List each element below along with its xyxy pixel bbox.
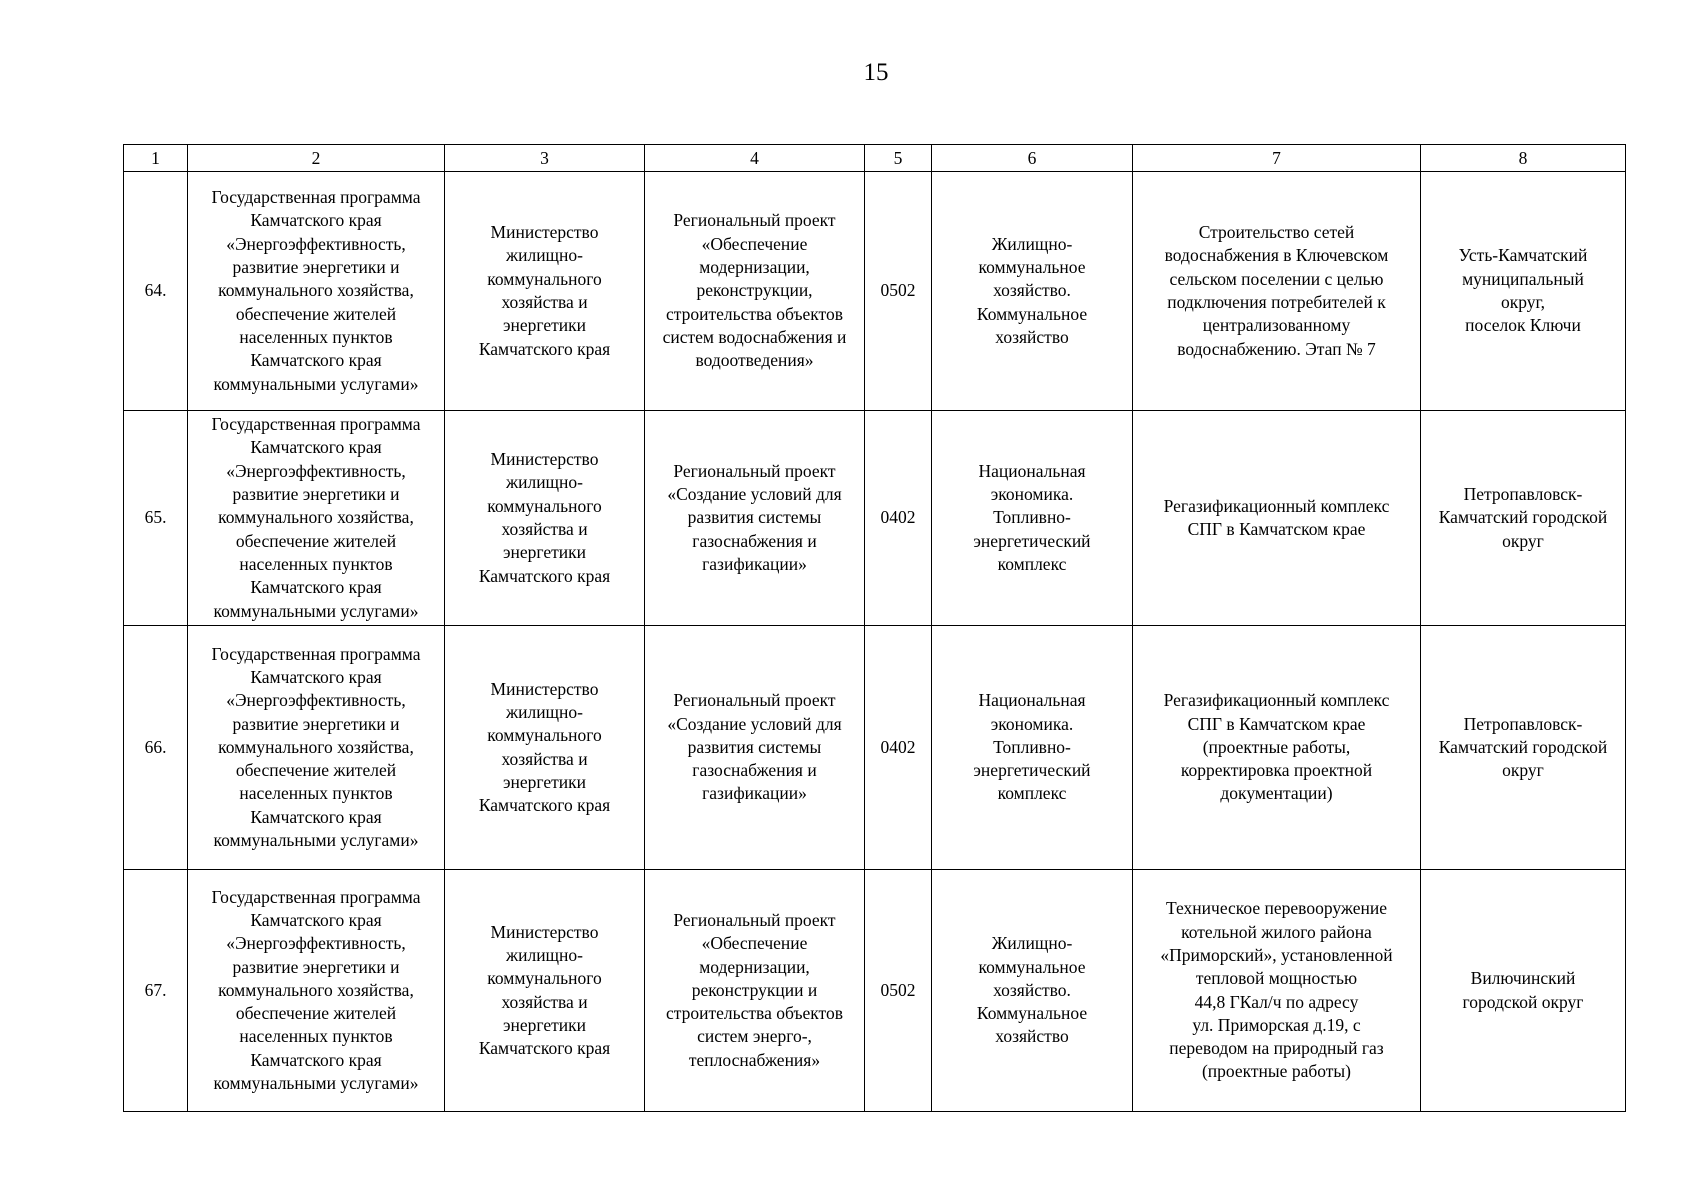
- cell-line: коммунального: [487, 968, 602, 989]
- cell-line: энергетики: [503, 771, 586, 792]
- column-number: 7: [1133, 145, 1421, 172]
- table-row: [124, 172, 1626, 411]
- cell-line: хозяйство: [995, 326, 1069, 347]
- cell-line: Камчатского края: [478, 338, 611, 359]
- cell-line: развитие энергетики и: [232, 956, 400, 977]
- ministry-cell: [445, 172, 645, 411]
- ministry-cell: [445, 626, 645, 870]
- section-cell: [932, 411, 1133, 626]
- cell-line: жилищно-: [506, 245, 583, 266]
- cell-line: коммунальными услугами»: [213, 373, 419, 394]
- cell-line: поселок Ключи: [1465, 315, 1581, 336]
- column-number-row: [124, 145, 1626, 172]
- cell-line: энергетический: [973, 530, 1091, 551]
- program-cell: [188, 626, 445, 870]
- cell-line: населенных пунктов: [239, 326, 393, 347]
- cell-line: Камчатского края: [250, 577, 382, 598]
- cell-line: ул. Приморская д.19, с: [1192, 1014, 1361, 1035]
- cell-line: «Энергоэффективность,: [226, 690, 406, 711]
- cell-line: Жилищно-: [991, 933, 1073, 954]
- cell-line: Петропавловск-: [1463, 713, 1583, 734]
- cell-line: водоснабжению. Этап № 7: [1177, 338, 1376, 359]
- cell-line: Камчатского края: [250, 350, 382, 371]
- object-cell: [1133, 411, 1421, 626]
- cell-line: хозяйства и: [501, 748, 588, 769]
- column-number: 1: [124, 145, 188, 172]
- cell-line: реконструкции,: [696, 280, 813, 301]
- cell-line: газоснабжения и: [692, 760, 817, 781]
- program-cell: [188, 411, 445, 626]
- cell-line: коммунальное: [978, 257, 1086, 278]
- cell-line: развития системы: [687, 736, 822, 757]
- cell-line: газификации»: [702, 553, 807, 574]
- code-cell: 0502: [865, 870, 932, 1112]
- cell-line: «Энергоэффективность,: [226, 460, 406, 481]
- section-cell: [932, 626, 1133, 870]
- cell-line: Камчатского края: [250, 1049, 382, 1070]
- project-cell: [645, 870, 865, 1112]
- cell-line: строительства объектов: [666, 303, 843, 324]
- cell-line: хозяйства и: [501, 991, 588, 1012]
- cell-line: обеспечение жителей: [235, 760, 397, 781]
- cell-line: «Обеспечение: [701, 233, 808, 254]
- ministry-cell: [445, 411, 645, 626]
- cell-line: коммунального: [487, 495, 602, 516]
- cell-line: Жилищно-: [991, 233, 1073, 254]
- cell-line: коммунальными услугами»: [213, 600, 419, 621]
- cell-line: Государственная программа: [211, 643, 421, 664]
- cell-line: комплекс: [997, 553, 1067, 574]
- project-cell: [645, 626, 865, 870]
- column-number: 2: [188, 145, 445, 172]
- cell-line: энергетики: [503, 315, 586, 336]
- cell-line: энергетики: [503, 1014, 586, 1035]
- cell-line: обеспечение жителей: [235, 1003, 397, 1024]
- cell-line: Камчатский городской: [1438, 507, 1608, 528]
- cell-line: коммунальное: [978, 956, 1086, 977]
- cell-line: развитие энергетики и: [232, 713, 400, 734]
- location-cell: [1421, 870, 1626, 1112]
- cell-line: водоотведения»: [695, 350, 814, 371]
- ministry-cell: [445, 870, 645, 1112]
- cell-line: хозяйства и: [501, 519, 588, 539]
- cell-line: Камчатского края: [250, 909, 382, 930]
- cell-line: развитие энергетики и: [232, 257, 400, 278]
- cell-line: Камчатского края: [250, 210, 382, 231]
- cell-line: Национальная: [978, 690, 1086, 711]
- cell-line: хозяйства и: [501, 292, 588, 312]
- project-cell: [645, 411, 865, 626]
- table-row: [124, 870, 1626, 1112]
- cell-line: (проектные работы): [1201, 1061, 1352, 1082]
- cell-line: Камчатского края: [478, 795, 611, 816]
- object-cell: [1133, 870, 1421, 1112]
- cell-line: Министерство: [490, 449, 599, 470]
- cell-line: Техническое перевооружение: [1166, 898, 1387, 919]
- cell-line: населенных пунктов: [239, 1026, 393, 1047]
- cell-line: коммунального хозяйства,: [218, 507, 414, 528]
- cell-line: Петропавловск-: [1463, 484, 1583, 505]
- column-number: 5: [865, 145, 932, 172]
- cell-line: «Создание условий для: [667, 484, 842, 505]
- cell-line: Национальная: [978, 460, 1086, 481]
- cell-line: коммунального хозяйства,: [218, 736, 414, 757]
- cell-line: округ: [1502, 760, 1544, 781]
- cell-line: Министерство: [490, 222, 599, 243]
- cell-line: муниципальный: [1462, 268, 1584, 289]
- cell-line: строительства объектов: [666, 1003, 843, 1024]
- cell-line: энергетический: [973, 760, 1091, 781]
- cell-line: обеспечение жителей: [235, 303, 397, 324]
- page-number: 15: [863, 59, 889, 86]
- cell-line: Строительство сетей: [1198, 222, 1355, 243]
- cell-line: Региональный проект: [673, 460, 836, 481]
- cell-line: округ,: [1500, 292, 1546, 312]
- section-cell: [932, 870, 1133, 1112]
- location-cell: [1421, 626, 1626, 870]
- cell-line: экономика.: [990, 713, 1074, 734]
- cell-line: округ: [1502, 530, 1544, 551]
- cell-line: «Энергоэффективность,: [226, 233, 406, 254]
- cell-line: Камчатский городской: [1438, 736, 1608, 757]
- cell-line: тепловой мощностью: [1195, 968, 1358, 989]
- cell-line: Камчатского края: [478, 1038, 611, 1059]
- cell-line: Регазификационный комплекс: [1163, 495, 1390, 516]
- column-number: 6: [932, 145, 1133, 172]
- cell-line: городской округ: [1462, 991, 1584, 1012]
- cell-line: переводом на природный газ: [1169, 1038, 1384, 1059]
- cell-line: Камчатского края: [250, 437, 382, 458]
- location-cell: [1421, 172, 1626, 411]
- cell-line: централизованному: [1202, 315, 1351, 336]
- row-number-cell: 67.: [124, 870, 188, 1112]
- cell-line: Министерство: [490, 678, 599, 699]
- cell-line: Коммунальное: [976, 1003, 1088, 1024]
- code-cell: 0402: [865, 411, 932, 626]
- cell-line: развитие энергетики и: [232, 484, 400, 505]
- cell-line: населенных пунктов: [239, 783, 393, 804]
- cell-line: систем энерго-,: [697, 1026, 812, 1047]
- cell-line: Топливно-: [993, 507, 1071, 528]
- cell-line: коммунального: [487, 725, 602, 746]
- code-cell: 0502: [865, 172, 932, 411]
- cell-line: коммунального хозяйства,: [218, 280, 414, 301]
- object-cell: [1133, 626, 1421, 870]
- cell-line: Топливно-: [993, 736, 1071, 757]
- cell-line: хозяйство.: [993, 280, 1071, 301]
- column-number: 3: [445, 145, 645, 172]
- cell-line: коммунального: [487, 268, 602, 289]
- cell-line: Региональный проект: [673, 690, 836, 711]
- row-number-cell: 66.: [124, 626, 188, 870]
- cell-line: «Создание условий для: [667, 713, 842, 734]
- cell-line: населенных пунктов: [239, 553, 393, 574]
- cell-line: СПГ в Камчатском крае: [1187, 713, 1366, 734]
- cell-line: газоснабжения и: [692, 530, 817, 551]
- cell-line: коммунальными услугами»: [213, 830, 419, 851]
- cell-line: Государственная программа: [211, 187, 421, 208]
- row-number-cell: 65.: [124, 411, 188, 626]
- cell-line: жилищно-: [506, 701, 583, 722]
- section-cell: [932, 172, 1133, 411]
- cell-line: Камчатского края: [250, 806, 382, 827]
- cell-line: энергетики: [503, 542, 586, 563]
- row-number-cell: 64.: [124, 172, 188, 411]
- cell-line: экономика.: [990, 484, 1074, 505]
- table-row: [124, 626, 1626, 870]
- cell-line: жилищно-: [506, 472, 583, 493]
- cell-line: обеспечение жителей: [235, 530, 397, 551]
- project-cell: [645, 172, 865, 411]
- cell-line: Министерство: [490, 921, 599, 942]
- column-number: 8: [1421, 145, 1626, 172]
- cell-line: коммунального хозяйства,: [218, 979, 414, 1000]
- cell-line: систем водоснабжения и: [662, 326, 847, 347]
- cell-line: водоснабжения в Ключевском: [1164, 245, 1389, 266]
- object-cell: [1133, 172, 1421, 411]
- cell-line: жилищно-: [506, 944, 583, 965]
- cell-line: подключения потребителей к: [1167, 292, 1386, 312]
- cell-line: Регазификационный комплекс: [1163, 690, 1390, 711]
- cell-line: документации): [1220, 783, 1333, 804]
- cell-line: Коммунальное: [976, 303, 1088, 324]
- cell-line: сельском поселении с целью: [1169, 268, 1384, 289]
- cell-line: Усть-Камчатский: [1458, 245, 1588, 266]
- cell-line: хозяйство: [995, 1026, 1069, 1047]
- cell-line: Государственная программа: [211, 886, 421, 907]
- cell-line: Региональный проект: [673, 210, 836, 231]
- cell-line: Государственная программа: [211, 414, 421, 435]
- cell-line: Камчатского края: [478, 565, 611, 586]
- program-cell: [188, 172, 445, 411]
- cell-line: комплекс: [997, 783, 1067, 804]
- cell-line: «Приморский», установленной: [1160, 944, 1393, 965]
- cell-line: (проектные работы,: [1202, 736, 1351, 757]
- cell-line: реконструкции и: [691, 979, 818, 1000]
- cell-line: Региональный проект: [673, 909, 836, 930]
- code-cell: 0402: [865, 626, 932, 870]
- cell-line: газификации»: [702, 783, 807, 804]
- cell-line: Вилючинский: [1470, 968, 1576, 989]
- cell-line: 44,8 ГКал/ч по адресу: [1194, 991, 1359, 1012]
- table-row: [124, 411, 1626, 626]
- cell-line: хозяйство.: [993, 979, 1071, 1000]
- objects-table: [123, 144, 1626, 1112]
- cell-line: СПГ в Камчатском крае: [1187, 519, 1366, 539]
- cell-line: Камчатского края: [250, 666, 382, 687]
- cell-line: теплоснабжения»: [688, 1049, 821, 1070]
- cell-line: развития системы: [687, 507, 822, 528]
- cell-line: модернизации,: [699, 257, 810, 278]
- cell-line: «Энергоэффективность,: [226, 933, 406, 954]
- cell-line: коммунальными услугами»: [213, 1073, 419, 1094]
- column-number: 4: [645, 145, 865, 172]
- cell-line: котельной жилого района: [1181, 921, 1372, 942]
- cell-line: корректировка проектной: [1180, 760, 1373, 781]
- cell-line: «Обеспечение: [701, 933, 808, 954]
- cell-line: модернизации,: [699, 956, 810, 977]
- program-cell: [188, 870, 445, 1112]
- location-cell: [1421, 411, 1626, 626]
